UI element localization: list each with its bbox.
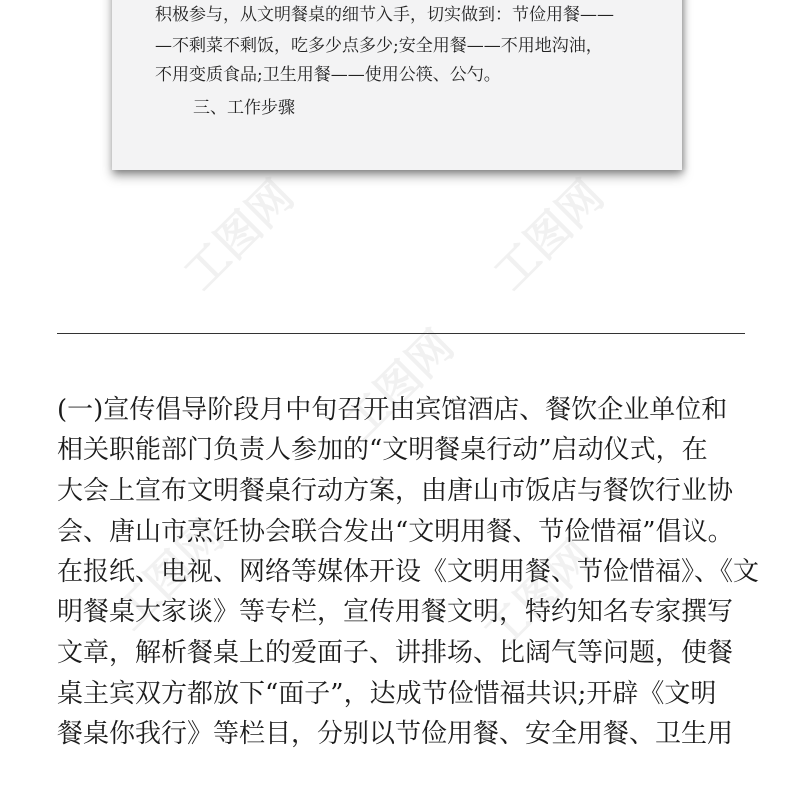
paragraph-line: 桌主宾双方都放下“面子”，达成节俭惜福共识;开辟《文明 bbox=[57, 679, 717, 709]
paragraph-line: 在报纸、电视、网络等媒体开设《文明用餐、节俭惜福》、《文 bbox=[57, 557, 760, 587]
watermark-logo: 工图网 bbox=[174, 170, 304, 300]
card-text-line: 积极参与，从文明餐桌的细节入手，切实做到：节俭用餐—— bbox=[155, 5, 614, 25]
section-heading: 三、工作步骤 bbox=[193, 98, 295, 118]
card-text-line: —不剩菜不剩饭，吃多少点多少;安全用餐——不用地沟油， bbox=[155, 36, 603, 56]
watermark-logo: 工图网 bbox=[474, 530, 604, 660]
paragraph-line: 会、唐山市烹饪协会联合发出“文明用餐、节俭惜福”倡议。 bbox=[57, 517, 734, 547]
section-divider bbox=[57, 333, 745, 334]
card-text-line: 不用变质食品;卫生用餐——使用公筷、公勺。 bbox=[155, 65, 501, 85]
paragraph-line: 大会上宣布文明餐桌行动方案，由唐山市饭店与餐饮行业协 bbox=[57, 476, 734, 506]
watermark-logo: 工图网 bbox=[334, 320, 464, 450]
paragraph-line: 文章，解析餐桌上的爱面子、讲排场、比阔气等问题，使餐 bbox=[57, 638, 734, 668]
paragraph-line: 相关职能部门负责人参加的“文明餐桌行动”启动仪式，在 bbox=[57, 435, 708, 465]
paragraph-line: 明餐桌大家谈》等专栏，宣传用餐文明，特约知名专家撰写 bbox=[57, 597, 734, 627]
paragraph-line: 餐桌你我行》等栏目，分别以节俭用餐、安全用餐、卫生用 bbox=[57, 719, 734, 749]
paragraph-line: (一)宣传倡导阶段月中旬召开由宾馆酒店、餐饮企业单位和 bbox=[57, 395, 728, 425]
document-preview-card bbox=[112, 0, 682, 170]
watermark-logo: 工图网 bbox=[104, 510, 234, 640]
watermark-logo: 工图网 bbox=[484, 170, 614, 300]
